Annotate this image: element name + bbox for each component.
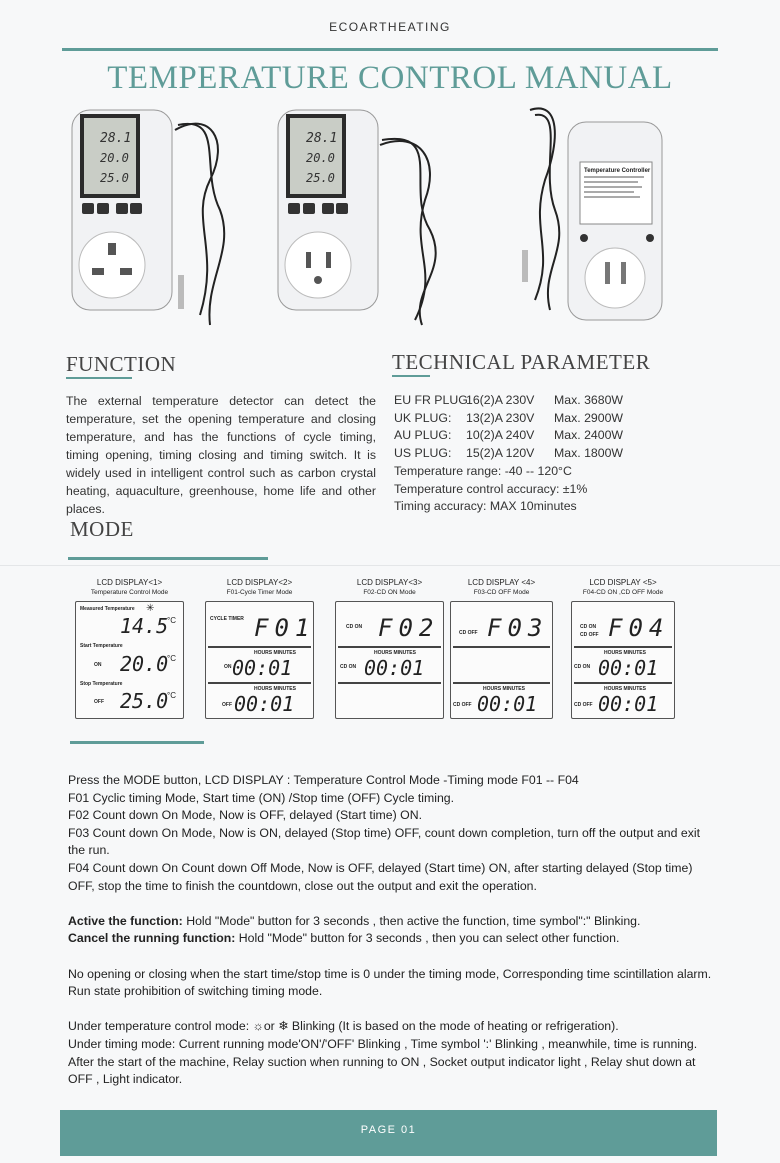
cd-off-label: CD OFF (574, 702, 593, 708)
technical-rule (392, 375, 430, 377)
lcd-title: LCD DISPLAY<1> (96, 578, 163, 587)
temp-mode-b: Blinking (It is based on the mode of heating or refrigeration). (288, 1019, 619, 1034)
device2-lcd-3: 25.0 (306, 171, 335, 185)
device1-lcd-3: 25.0 (100, 171, 129, 185)
on-label: ON (94, 662, 102, 668)
on-time: 00:01 (232, 656, 293, 680)
device1-lcd-2: 20.0 (100, 151, 129, 165)
mode-heading: MODE (70, 517, 134, 541)
lcd-title: LCD DISPLAY <5> (589, 578, 657, 587)
mode-rule (68, 557, 268, 560)
device2-lcd-1: 28.1 (306, 131, 338, 146)
unit-label: °C (167, 691, 176, 700)
lcd-display-5 (571, 578, 675, 719)
instructions (68, 772, 720, 1089)
plug-name: UK PLUG: (394, 410, 452, 425)
temp-range: Temperature range: -40 -- 120°C (394, 463, 572, 478)
lcd-title: LCD DISPLAY <4> (467, 578, 536, 587)
relay-note: After the start of the machine, Relay suction when running to ON , Socket output indicator light , Relay shut down at OFF , Light indicator. (68, 1054, 696, 1087)
lcd-subtitle: F02-CD ON Mode (363, 589, 416, 596)
device2-lcd-2: 20.0 (306, 151, 335, 165)
page-fold (0, 565, 780, 566)
cd-on-tag: CD ON (580, 624, 597, 630)
stop-temp-label: Stop Temperature (80, 681, 123, 687)
hours-minutes-label: HOURS MINUTES (604, 686, 646, 692)
lcd-screen (75, 601, 184, 719)
snowflake-icon: ❄ (278, 1019, 289, 1034)
hours-minutes-label: HOURS MINUTES (254, 650, 296, 656)
lcd-subtitle: F04-CD ON ,CD OFF Mode (582, 589, 664, 596)
lcd-screen (335, 601, 444, 719)
plug-max: Max. 2400W (554, 428, 624, 443)
plug-rating: 15(2)A 120V (466, 446, 535, 461)
lcd-subtitle: Temperature Control Mode (90, 589, 169, 596)
on-label: ON (224, 664, 232, 670)
device-us (278, 110, 436, 325)
plug-max: Max. 3680W (554, 393, 624, 407)
sun-icon: ☼ (252, 1019, 264, 1034)
mode-code: F02 (378, 614, 440, 642)
cd-off-label: CD OFF (453, 702, 472, 708)
cd-on-label: CD ON (574, 664, 591, 670)
cd-on-label: CD ON (340, 664, 357, 670)
unit-label: °C (167, 654, 176, 663)
device-back (522, 108, 662, 320)
lcd-display-4 (450, 578, 553, 719)
plug-name: EU FR PLUG: (394, 393, 472, 407)
function-text: The external temperature detector can detect the temperature, set the opening temperature and closing temperature, and has the functions of cycle timing, timing opening, timing closing and timing switch. It is widely used in intelligent control such as carbon crystal heating, aquaculture, greenhouse, home life and other places. (66, 394, 376, 516)
device-uk (72, 110, 224, 325)
page-title: TEMPERATURE CONTROL MANUAL (107, 60, 673, 96)
lcd-title: LCD DISPLAY<2> (226, 578, 293, 587)
hours-minutes-label: HOURS MINUTES (374, 650, 416, 656)
section-rule (70, 741, 204, 744)
lcd-title: LCD DISPLAY<3> (356, 578, 423, 587)
lcd-screen (571, 601, 675, 719)
cd-off-tag: CD OFF (459, 630, 478, 636)
function-rule (66, 377, 132, 379)
cancel-label: Cancel the running function: (68, 931, 236, 946)
product-illustration (60, 100, 720, 330)
off-label: OFF (94, 699, 104, 705)
measured-value: 14.5 (120, 614, 169, 638)
temp-accuracy: Temperature control accuracy: ±1% (394, 481, 588, 496)
on-time: 00:01 (364, 656, 425, 680)
instruction-f02: F02 Count down On Mode, Now is OFF, delayed (Start time) ON. (68, 808, 423, 823)
plug-row-au (394, 427, 724, 445)
plug-rating: 10(2)A 240V (466, 428, 535, 443)
page-number: PAGE 01 (360, 1124, 417, 1136)
lcd-display-2 (205, 578, 314, 719)
cycle-timer-tag: CYCLE TIMER (210, 616, 244, 622)
plug-row-us (394, 445, 724, 463)
product-photos (60, 100, 720, 330)
off-time: 00:01 (477, 692, 538, 716)
lcd-display-1 (75, 578, 184, 719)
mode-code: F01 (254, 614, 316, 642)
mode-code: F03 (487, 614, 549, 642)
plug-row-eu (394, 392, 724, 410)
on-value: 20.0 (120, 652, 169, 676)
measured-label: Measured Temperature (80, 606, 135, 612)
hours-minutes-label: HOURS MINUTES (483, 686, 525, 692)
start-temp-label: Start Temperature (80, 643, 123, 649)
temp-mode-or: or (263, 1019, 279, 1034)
instruction-f03: F03 Count down On Mode, Now is ON, delayed (Stop time) OFF, count down completion, turn off the output and exit the run. (68, 825, 701, 858)
off-label: OFF (222, 702, 232, 708)
lcd-subtitle: F03-CD OFF Mode (473, 589, 530, 596)
off-value: 25.0 (120, 689, 169, 713)
sun-icon: ✳ (146, 603, 155, 614)
plug-rating: 16(2)A 230V (466, 393, 535, 407)
off-time: 00:01 (598, 692, 659, 716)
temp-mode-note (68, 1018, 720, 1036)
on-time: 00:01 (598, 656, 659, 680)
plug-max: Max. 1800W (554, 446, 624, 461)
plug-row-uk (394, 410, 724, 428)
instruction-f01: F01 Cyclic timing Mode, Start time (ON) /Stop time (OFF) Cycle timing. (68, 790, 455, 805)
hours-minutes-label: HOURS MINUTES (254, 686, 296, 692)
active-label: Active the function: (68, 913, 183, 928)
lcd-screen (450, 601, 553, 719)
cd-off-tag: CD OFF (580, 632, 599, 638)
timing-accuracy: Timing accuracy: MAX 10minutes (394, 499, 577, 514)
device1-lcd-1: 28.1 (100, 131, 132, 146)
mode-code: F04 (608, 614, 670, 642)
instruction-f04: F04 Count down On Count down Off Mode, Now is OFF, delayed (Start time) ON, after starting delayed (Stop time) OFF, stop the time to finish the countdown, close out the output and exit the operation. (68, 860, 693, 893)
zero-time-note: No opening or closing when the start time/stop time is 0 under the timing mode, Corresponding time scintillation alarm. Run state prohibition of switching timing mode. (68, 966, 712, 999)
cancel-text: Hold "Mode" button for 3 seconds , then you can select other function. (235, 931, 620, 946)
timing-mode-note: Under timing mode: Current running mode'ON'/'OFF' Blinking , Time symbol ':' Blinking , meanwhile, time is running. (68, 1036, 698, 1051)
plug-name: AU PLUG: (394, 428, 452, 443)
brand-header: ECOARTHEATING (329, 20, 451, 34)
temp-mode-a: Under temperature control mode: (68, 1019, 253, 1034)
technical-heading: TECHNICAL PARAMETER (392, 350, 651, 374)
page-footer (60, 1110, 717, 1156)
header-rule (62, 48, 718, 51)
lcd-subtitle: F01-Cycle Timer Mode (226, 589, 293, 596)
cd-on-tag: CD ON (346, 624, 363, 630)
function-heading: FUNCTION (66, 352, 177, 376)
lcd-screen (205, 601, 314, 719)
active-function (68, 913, 720, 931)
cancel-function (68, 930, 720, 948)
plug-name: US PLUG: (394, 446, 452, 461)
off-time: 00:01 (234, 692, 295, 716)
instruction-mode-button: Press the MODE button, LCD DISPLAY : Temperature Control Mode -Timing mode F01 -- F04 (68, 773, 579, 787)
lcd-display-3 (335, 578, 444, 719)
technical-parameters (394, 392, 724, 516)
unit-label: °C (167, 616, 176, 625)
active-text: Hold "Mode" button for 3 seconds , then active the function, time symbol":" Blinking. (182, 913, 641, 928)
plug-max: Max. 2900W (554, 410, 624, 425)
device-label-title: Temperature Controller (584, 168, 651, 174)
plug-rating: 13(2)A 230V (466, 410, 535, 425)
hours-minutes-label: HOURS MINUTES (604, 650, 646, 656)
